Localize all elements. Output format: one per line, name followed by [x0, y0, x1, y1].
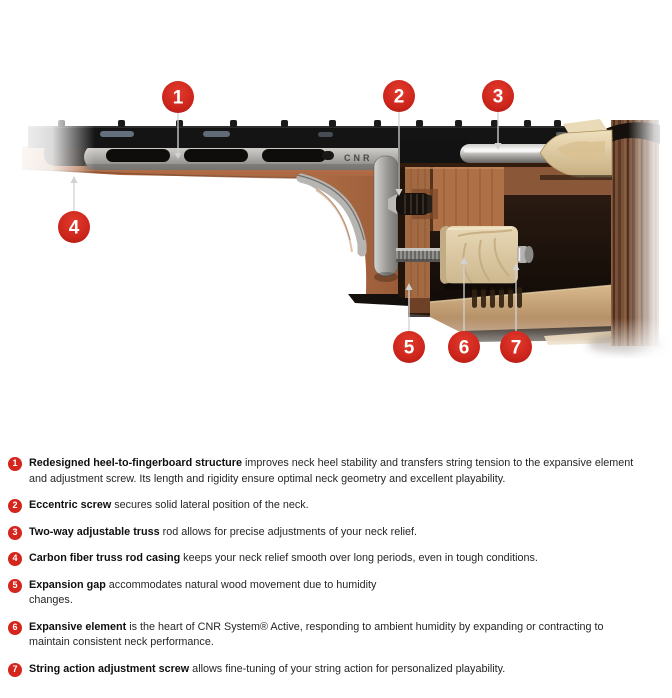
expansive-element: [440, 226, 518, 290]
legend-item-4: [8, 551, 660, 567]
frets: [58, 120, 561, 127]
marker-6-label: 6: [458, 337, 470, 359]
legend-desc-5: accommodates natural wood movement due to humidity changes.: [29, 578, 377, 606]
legend-item-6: [8, 620, 660, 651]
legend-term-4: Carbon fiber truss rod casing: [29, 552, 181, 564]
legend-desc-6: is the heart of CNR System® Active, responding to ambient humidity by expanding or contracting to maintain consistent neck performance.: [29, 620, 604, 648]
string-action-adjustment-screw: [517, 246, 534, 263]
legend-item-7: [8, 662, 660, 678]
legend-text-3: [29, 525, 417, 541]
legend-bullet-6: 6: [8, 621, 22, 635]
legend-term-3: Two-way adjustable truss: [29, 525, 160, 538]
legend-term-2: Eccentric screw: [29, 499, 112, 511]
bracket-vertical-arm: [374, 156, 398, 282]
marker-3-label: 3: [492, 86, 504, 108]
legend-bullet-3: 3: [8, 526, 22, 540]
legend-desc-4: keeps your neck relief smooth over long periods, even in tough conditions.: [180, 552, 538, 564]
legend-bullet-1: 1: [8, 457, 22, 471]
marker-4: [58, 211, 90, 243]
legend-bullet-5: 5: [8, 579, 22, 593]
marker-5: [393, 331, 425, 363]
legend-text-7: [29, 662, 505, 678]
legend-bullet-7: 7: [8, 663, 22, 677]
marker-5-label: 5: [403, 337, 415, 359]
marker-1: [162, 81, 194, 113]
legend-item-5: [8, 578, 660, 609]
fingerboard: [28, 120, 576, 148]
marker-2-label: 2: [393, 86, 405, 108]
marker-3: [482, 80, 514, 112]
legend-bullet-4: 4: [8, 552, 22, 566]
marker-2: [383, 80, 415, 112]
legend-term-5: Expansion gap: [29, 578, 106, 591]
marker-4-label: 4: [68, 217, 80, 239]
legend-term-1: Redesigned heel-to-fingerboard structure: [29, 457, 242, 469]
legend-term-6: Expansive element: [29, 620, 127, 633]
legend-desc-1: improves neck heel stability and transfers string tension to the expansive element and adjustment screw. Its length and rigidity ensure optimal neck geometry and excellent playability.: [29, 457, 634, 485]
legend-bullet-2: 2: [8, 499, 22, 513]
marker-7-label: 7: [510, 337, 522, 359]
legend-text-4: [29, 551, 538, 567]
legend-desc-3: rod allows for precise adjustments of your neck relief.: [159, 525, 418, 538]
legend-desc-2: secures solid lateral position of the neck.: [111, 499, 309, 511]
cnr-engraving: CNR: [344, 153, 373, 163]
legend-desc-7: allows fine-tuning of your string action for personalized playability.: [189, 662, 506, 675]
legend-term-7: String action adjustment screw: [29, 662, 190, 675]
legend-text-5: [29, 578, 401, 609]
legend-item-1: [8, 456, 660, 487]
legend-item-2: [8, 498, 660, 514]
legend-item-3: [8, 525, 660, 541]
legend-text-1: [29, 456, 637, 487]
marker-1-label: 1: [172, 87, 184, 109]
marker-7: [500, 331, 532, 363]
legend: [0, 448, 672, 677]
marker-6: [448, 331, 480, 363]
legend-text-2: [29, 498, 309, 514]
legend-text-6: [29, 620, 645, 651]
truss-rod-casing: [398, 140, 470, 166]
